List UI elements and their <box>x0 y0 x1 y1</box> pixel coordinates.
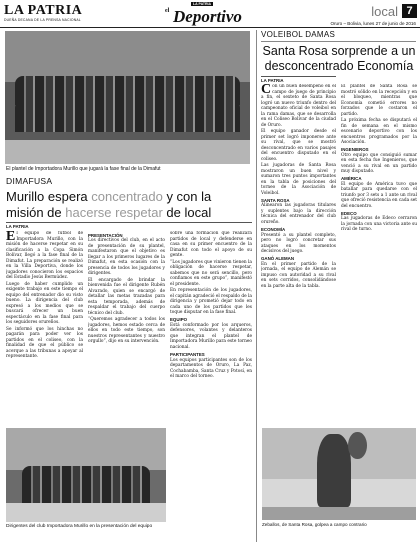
paragraph: Presentó a su plantel completo, pero no logró concretar sus ataques en los momentos decisivos del juego. <box>261 232 336 255</box>
newspaper-logo: LA PATRIA <box>4 3 83 18</box>
subhead: PARTICIPANTES <box>170 352 205 358</box>
paragraph: Las jugadoras de Edeco cerraron la jornada con una victoria ante su rival de turno. <box>341 216 417 233</box>
subhead: GANÓ ALEMAN <box>261 256 295 262</box>
photo-caption: El plantel de Importadora Murillo que jugará la fase final de la Dimafut <box>6 166 161 172</box>
drop-cap: C <box>261 84 272 97</box>
supplement-tag: LA PATRIA <box>193 2 212 6</box>
left-headline <box>6 189 252 221</box>
paragraph: “Queremos agradecer a todos los jugadores, hemos estado cerca de ellos en todo este tiempo, son nuestros representantes y nuestro orgullo”, dijo en su intervención. <box>88 317 165 345</box>
paragraph: sobre una formación que realizará partidos de local y defenderse en casa en su primer encuentro de la Dimafut con todo el apoyo de su gente. <box>170 231 252 258</box>
photo-background <box>5 31 250 82</box>
headline-part: y con la misión de <box>6 189 212 220</box>
photo-background <box>6 428 166 470</box>
column-divider <box>256 30 257 542</box>
drop-cap: E <box>6 231 16 244</box>
paragraph <box>6 231 83 281</box>
players-front-row <box>15 100 240 132</box>
paragraph-text: l equipo de fútbol de Importadora Murillo, con la misión de hacerse respetar en su clasificación a la Copa Simón Bolívar, llegó a la fase final de la Dimafut. La preparación se realizó en la Villa Deportiva, donde los jugadores conocieron los espacios del Estadio Jesús Bermúdez. <box>6 231 83 280</box>
paragraph: El equipo ganador desde el primer set logró imponerse ante su rival, que se mostró desconcentrado en varios pasajes del encuentro disputado en el coliseo. <box>261 129 336 162</box>
paragraph-text: on un buen desempeño en el campo de juego de principio a fin, el sexteto de Santa Rosa logró un nuevo triunfo dentro del campeonato oficial de voleibol en la rama damas, que se desarrolla en el Coliseo Bolívar de la ciudad de Oruro. <box>261 84 336 128</box>
dateline: Oruro – Bolivia, lunes 27 de junio de 2016 <box>330 21 416 26</box>
subhead: PRESENTACIÓN <box>88 232 123 238</box>
left-column-3 <box>170 231 252 526</box>
left-kicker: DIMAFUSA <box>6 176 53 186</box>
headline-part: de local <box>162 205 212 220</box>
headline-part: Murillo espera <box>6 189 92 204</box>
page-number: 7 <box>402 4 417 18</box>
paragraph: El equipo de América tuvo que batallar para quedarse con el triunfo por 3 sets a 1 ante un rival que ofreció resistencia en cada set del encuentro. <box>341 181 417 209</box>
directors-photo <box>6 428 166 522</box>
ball-and-arm <box>348 432 366 460</box>
supplement-prefix: el <box>165 8 170 14</box>
paragraph: Los directivos del club, en el acto de presentación de su plantel, manifestaron que el objetivo es llegar a los primeros lugares de la Dimafut, en esta ocasión con la presencia de todos los jugadores y dirigentes. <box>88 238 165 277</box>
photo-floor <box>262 507 416 520</box>
right-byline: LA PATRIA <box>261 76 336 83</box>
supplement-logo <box>165 2 243 26</box>
subhead: ECONOMÍA <box>261 227 286 233</box>
photo-floor <box>5 140 250 164</box>
paragraph: Luego de haber cumplido un exigente trabajo en este tiempo el equipo del entrenador dio su visto bueno. La dirigencia del club expresó a los medios que se buscará ofrecer un buen espectáculo en la fase final para los seguidores orureños. <box>6 281 83 326</box>
section-label: local <box>371 4 398 19</box>
paragraph: “Los jugadores que vinieron tienen la obligación de hacerse respetar, sabemos que no será sencillo, pero confiamos en este grupo”, manifestó el presidente. <box>170 259 252 287</box>
paragraph: En representación de los jugadores, el capitán agradeció el respaldo de la dirigencia y prometió dejar todo en cada uno de los partidos que les toque disputar en la fase final. <box>170 288 252 316</box>
left-byline: LA PATRIA <box>6 222 252 229</box>
right-kicker: VOLEIBOL DAMAS <box>261 30 336 39</box>
right-headline: Santa Rosa sorprende a un desconcentrado Economía <box>262 44 416 73</box>
subhead: SANTA ROSA <box>261 197 290 203</box>
subhead: INGENIEROS <box>341 147 369 153</box>
paragraph: Los equipos participantes son de los departamentos de Oruro, La Paz, Cochabamba, Santa Cruz y Potosí, en el marco del torneo. <box>170 357 252 380</box>
right-column-2 <box>341 84 417 424</box>
paragraph: Se informó que los hinchas no pagarán para poder ver los partidos en el coliseo, con la finalidad de que el público se acerque a las tribunas a apoyar al representante. <box>6 326 83 360</box>
paragraph: Está conformado por los arqueros, defensores, volantes y delanteros que integran el plantel de Importadora Murillo para este torneo nacional. <box>170 322 252 350</box>
paragraph: Las jugadoras de Santa Rosa mostraron un buen nivel y sumaron tres puntos importantes en la tabla de posiciones del torneo de la Asociación de Voleibol. <box>261 163 336 196</box>
directors-group <box>22 466 150 504</box>
left-column-2 <box>88 231 165 425</box>
photo-table <box>6 503 166 522</box>
subhead: AMÉRICA <box>341 176 362 182</box>
left-column-1 <box>6 231 83 425</box>
photo-caption: Zeballos, de Santa Rosa, golpea a campo contrario <box>262 522 367 527</box>
paragraph: El encargado de brindar la bienvenida fue el dirigente Rubén Alvarado, quien se encargó de detallar las metas trazadas para esta temporada, además de respaldar el trabajo del cuerpo técnico del club. <box>88 277 165 316</box>
headline-highlight: concentrado <box>91 189 163 204</box>
player-figure <box>317 434 351 508</box>
headline-highlight: hacerse respetar <box>65 205 163 220</box>
team-photo <box>5 31 250 164</box>
paragraph <box>261 84 336 128</box>
supplement-name: Deportivo <box>173 7 242 26</box>
newspaper-subtitle: DUEÑA DECANA DE LA PRENSA NACIONAL <box>4 18 81 22</box>
subhead: EDECO <box>341 210 357 216</box>
photo-caption: Dirigentes del club Importadora Murillo en la presentación del equipo <box>6 524 153 529</box>
page-header <box>0 0 420 28</box>
paragraph: El plantel de Santa Rosa se mostró sólido en la recepción y en el bloqueo, mientras que Economía cometió errores no forzados que le costaron el partido. <box>341 84 417 117</box>
subhead: EQUIPO <box>170 317 188 323</box>
paragraph: Alinearon las jugadoras titulares y suplentes bajo la dirección técnica del entrenador del club orureño. <box>261 203 336 225</box>
paragraph: Otro equipo que consiguió sumar en esta fecha fue Ingenieros, que venció a su rival en un partido muy disputado. <box>341 152 417 175</box>
paragraph: En el primer partido de la jornada, el equipo de Alemán se impuso con autoridad a su rival en sets corridos, consolidándose en la parte alta de la tabla. <box>261 261 336 289</box>
volleyball-photo <box>262 428 416 520</box>
kicker-rule <box>261 41 416 42</box>
paragraph: La próxima fecha se disputará el fin de semana en el mismo escenario deportivo con los encuentros programados por la Asociación. <box>341 118 417 146</box>
